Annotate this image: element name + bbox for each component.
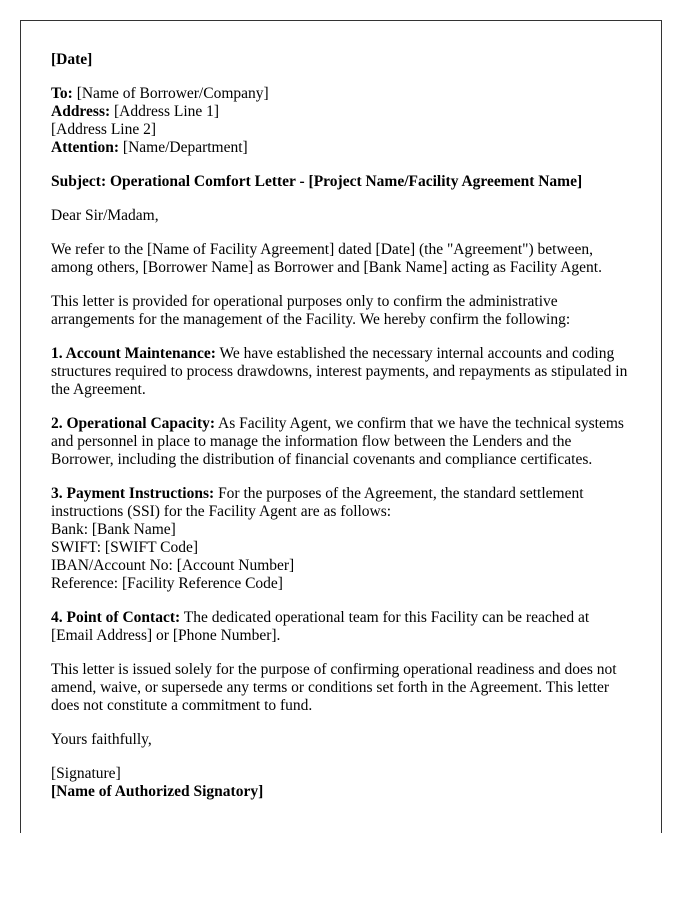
address-line-1: [Address Line 1] [110, 103, 220, 120]
subject-line: Subject: Operational Comfort Letter - [Project Name/Facility Agreement Name] [51, 173, 583, 190]
ssi-swift: SWIFT: [SWIFT Code] [51, 539, 199, 556]
attention-label: Attention: [51, 139, 120, 156]
ssi-reference: Reference: [Facility Reference Code] [51, 575, 283, 592]
item-payment-instructions [51, 485, 631, 593]
to-value: [Name of Borrower/Company] [72, 85, 269, 102]
address-line-2: [Address Line 2] [51, 121, 157, 138]
item-point-of-contact [51, 609, 631, 645]
item-heading: 4. Point of Contact: [51, 609, 181, 626]
item-account-maintenance [51, 345, 631, 399]
signature: [Signature] [51, 765, 121, 782]
to-label: To: [51, 85, 73, 102]
item-text: We have established the necessary internal accounts and coding structures required to process drawdowns, interest payments, and repayments as stipulated in the Agreement. [51, 345, 628, 398]
item-text: As Facility Agent, we confirm that we have the technical systems and personnel in place to manage the information flow between the Lenders and the Borrower, including the distribution of financial covenants and compliance certificates. [51, 415, 624, 468]
ssi-bank: Bank: [Bank Name] [51, 521, 176, 538]
letter-date: [Date] [51, 51, 93, 68]
letter-document [20, 20, 662, 833]
signature-block [51, 765, 631, 801]
item-heading: 2. Operational Capacity: [51, 415, 216, 432]
item-text: The dedicated operational team for this Facility can be reached at [Email Address] or [Phone Number]. [51, 609, 590, 644]
address-label: Address: [51, 103, 111, 120]
recipient-block [51, 85, 631, 157]
intro-paragraph: We refer to the [Name of Facility Agreement] dated [Date] (the "Agreement") between, among others, [Borrower Name] as Borrower and [Bank Name] acting as Facility Agent. [51, 241, 602, 276]
attention-value: [Name/Department] [119, 139, 248, 156]
closing-paragraph: This letter is issued solely for the purpose of confirming operational readiness and does not amend, waive, or supersede any terms or conditions set forth in the Agreement. This letter does not constitute a commitment to fund. [51, 661, 617, 714]
item-operational-capacity [51, 415, 631, 469]
ssi-iban: IBAN/Account No: [Account Number] [51, 557, 295, 574]
item-text: For the purposes of the Agreement, the standard settlement instructions (SSI) for the Facility Agent are as follows: [51, 485, 584, 520]
item-heading: 3. Payment Instructions: [51, 485, 215, 502]
salutation: Dear Sir/Madam, [51, 207, 159, 224]
purpose-paragraph: This letter is provided for operational purposes only to confirm the administrative arrangements for the management of the Facility. We hereby confirm the following: [51, 293, 571, 328]
signatory-name: [Name of Authorized Signatory] [51, 783, 264, 800]
sign-off: Yours faithfully, [51, 731, 152, 748]
item-heading: 1. Account Maintenance: [51, 345, 216, 362]
